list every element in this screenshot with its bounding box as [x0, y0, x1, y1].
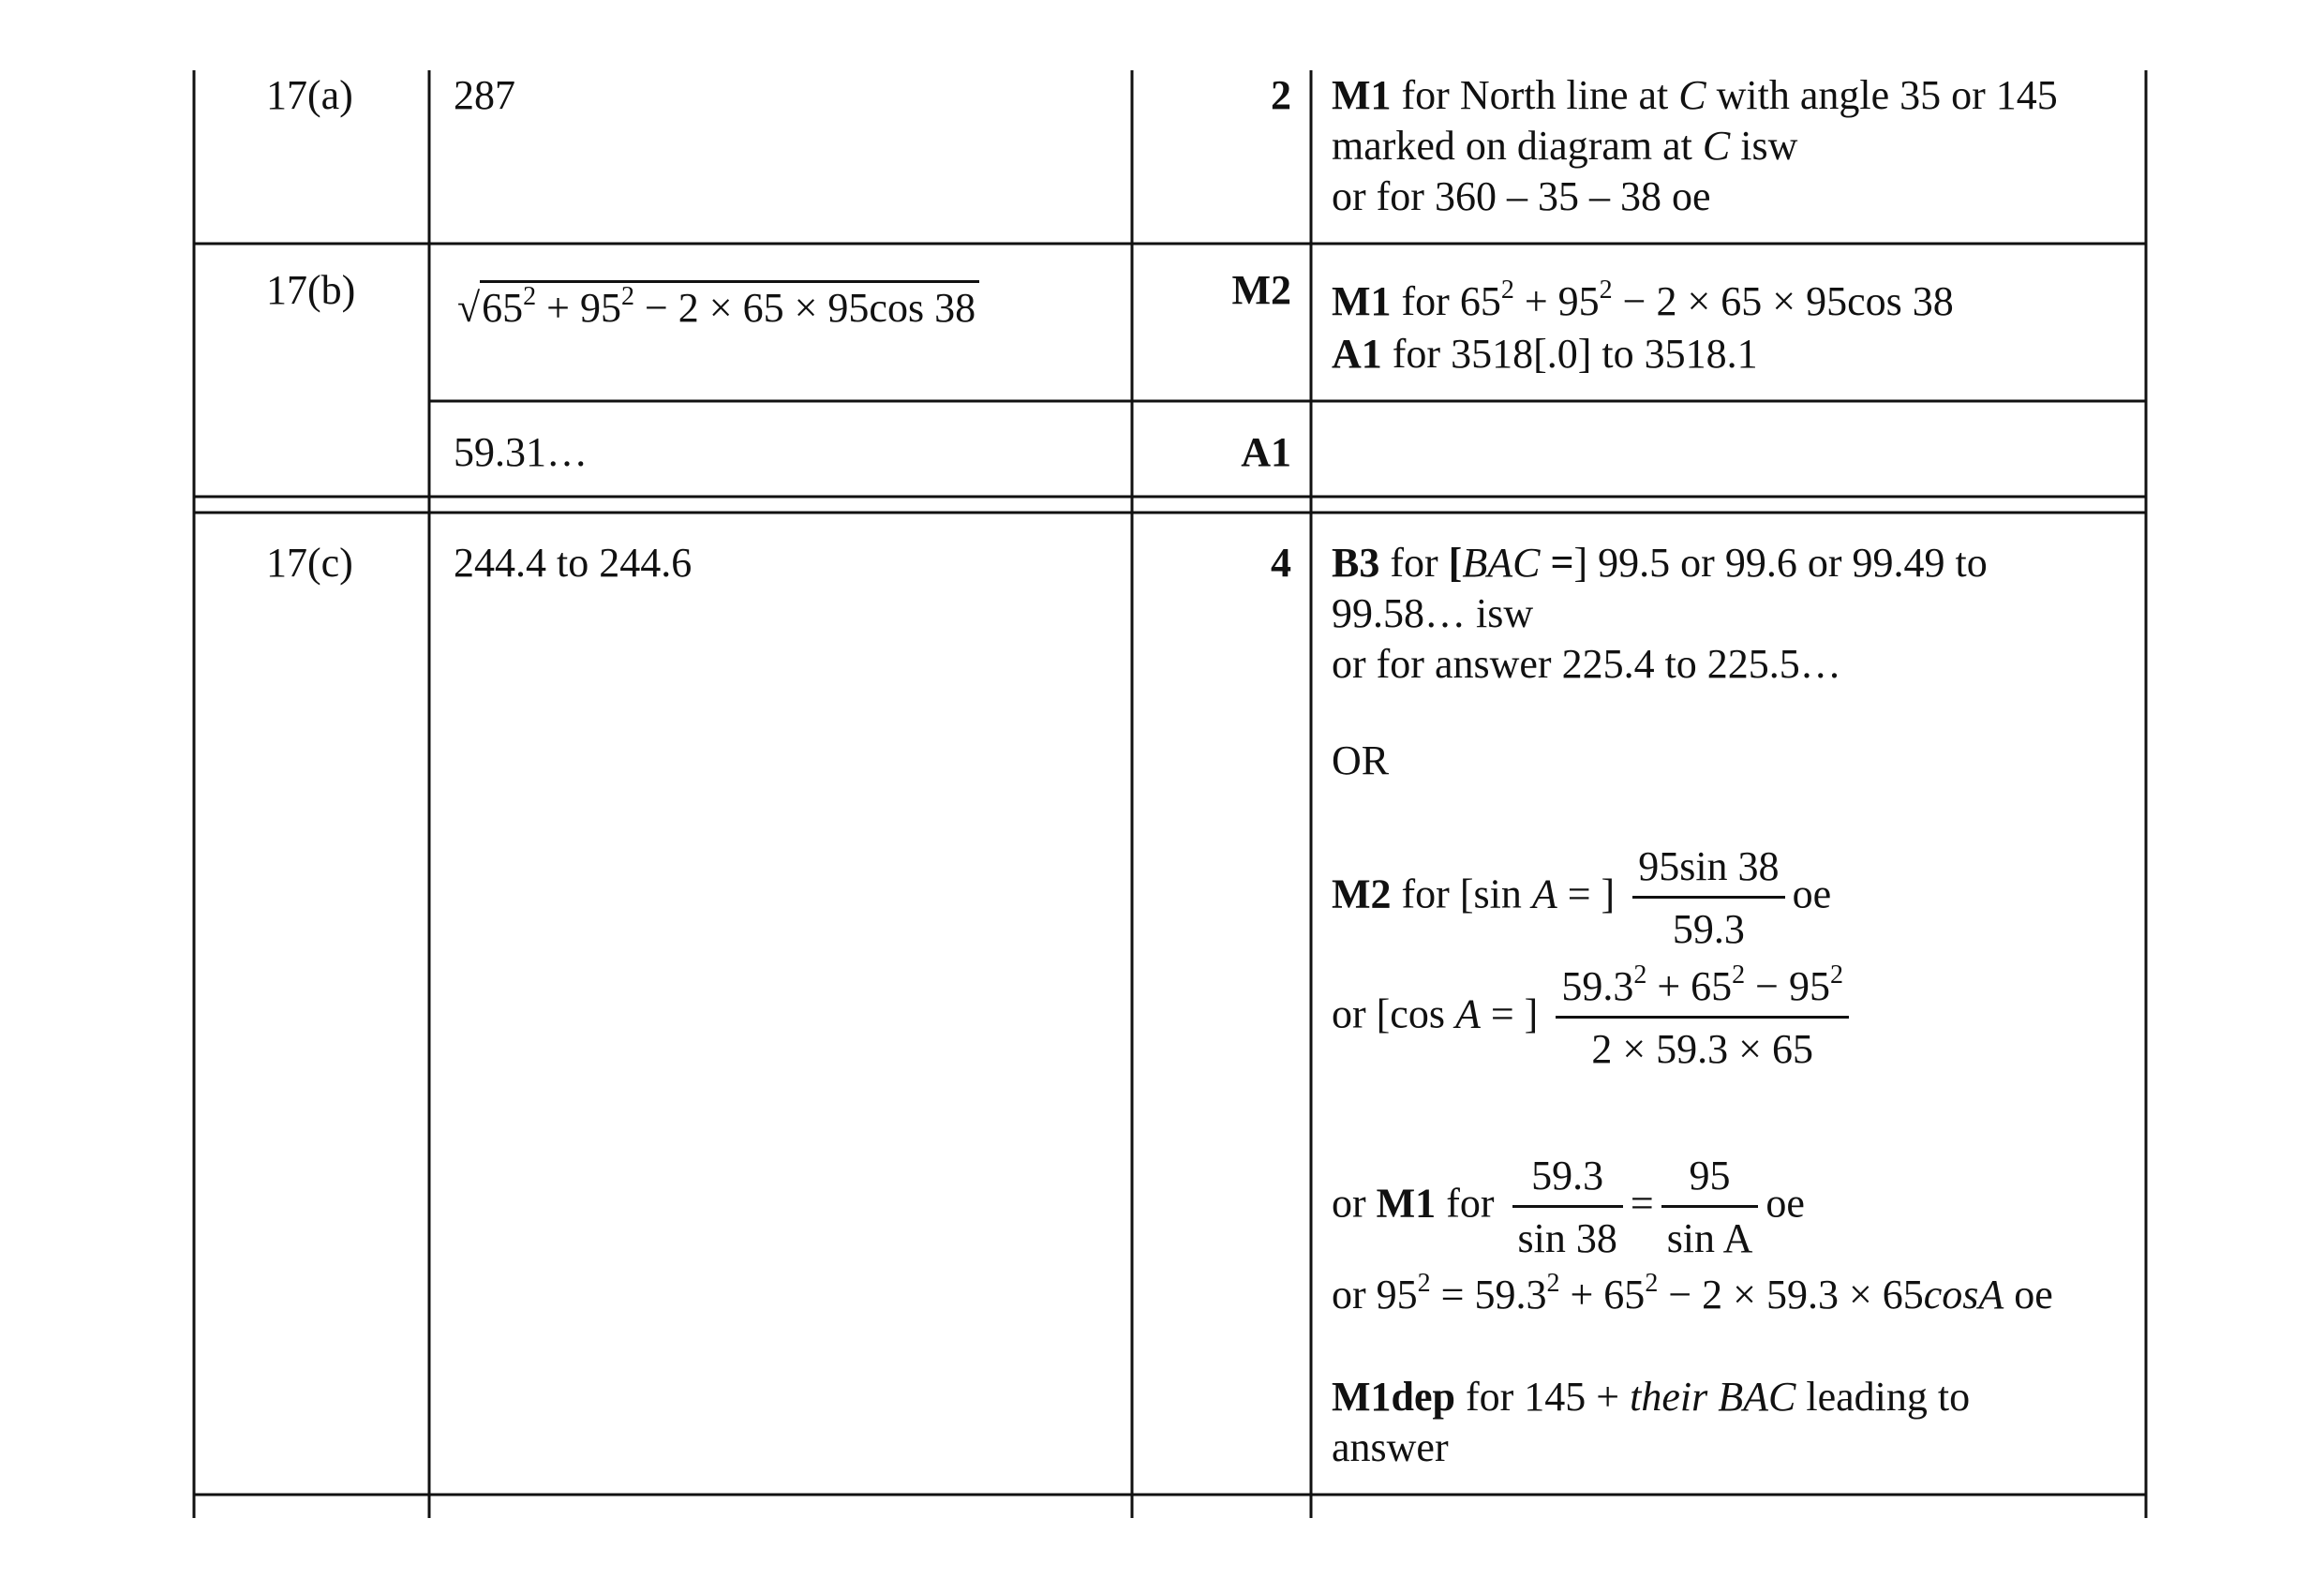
notes-17c-m1dep-line2: answer — [1332, 1424, 1449, 1470]
notes-17b-line1: M1 for $65^2 + 95^2 - 2 \times 65 \times 95\cos$ 38 — [1332, 275, 1954, 324]
notes-17b-line2: A1 for 3518[.0] to 3518.1 — [1332, 331, 1758, 377]
notes-17c-b3-line2: 99.58… isw — [1332, 590, 1534, 636]
answer-17c: 244.4 to 244.6 — [454, 540, 693, 586]
square-root: $65^2 + 95^2 - 2 \times 65 \times 95\cos$ 38 — [480, 280, 979, 331]
notes-17c-m2-cos: or [cos A = ] $\frac{59.3^2 + 65^2 - 95^2}{2 \times 59.3 \times 65}$ — [1332, 961, 1856, 1075]
notes-17c-m1-sine-rule: or M1 for $\frac{59.3}{\sin 38}$ = $\frac{95}{\text{sin A}}$ oe — [1332, 1151, 1805, 1264]
fraction-sin-a: $\frac{95\sin 38}{59.3}$ — [1632, 841, 1784, 955]
marks-17b-a1: A1 — [1241, 429, 1291, 475]
question-17b: 17(b) — [266, 267, 356, 313]
marks-17c: 4 — [1271, 540, 1291, 586]
notes-17c-cosine-rule: or $95^2 = 59.3^2 + 65^2 - 2 \times 59.3 \times 65\cos A$ oe — [1332, 1269, 2053, 1317]
notes-17a-line2: marked on diagram at C isw — [1332, 123, 1798, 169]
fraction-sine-rule-right: $\frac{95}{\text{sin A}}$ — [1661, 1151, 1759, 1264]
marks-17b-m2: M2 — [1231, 267, 1291, 313]
answer-17a: 287 — [454, 72, 515, 118]
notes-17a-line3: or for 360 – 35 – 38 oe — [1332, 173, 1711, 219]
question-17a: 17(a) — [266, 72, 353, 118]
answer-17b-value: 59.31… — [454, 429, 588, 475]
notes-17c-m2-sin: M2 for [sin A = ] $\frac{95\sin 38}{59.3}$ oe — [1332, 841, 1831, 955]
mark-code-m1: M1 — [1332, 72, 1392, 118]
fraction-cos-a: $\frac{59.3^2 + 65^2 - 95^2}{2 \times 59.3 \times 65}$ — [1556, 961, 1849, 1075]
question-17c: 17(c) — [266, 540, 353, 586]
notes-17c-b3-line3: or for answer 225.4 to 225.5… — [1332, 641, 1841, 687]
marks-17a: 2 — [1271, 72, 1291, 118]
notes-17c-or: OR — [1332, 737, 1390, 783]
fraction-sine-rule-left: $\frac{59.3}{\sin 38}$ — [1512, 1151, 1623, 1264]
notes-17a-line1: M1 for North line at C with angle 35 or 145 — [1332, 72, 2058, 118]
notes-17c-m1dep-line1: M1dep for 145 + their BAC leading to — [1332, 1374, 1971, 1420]
notes-17c-b3-line1: B3 for [BAC =] 99.5 or 99.6 or 99.49 to — [1332, 540, 1988, 586]
answer-17b-expression: $√65^2 + 95^2 - 2 \times 65 \times 95\cos$ 38 — [457, 283, 979, 334]
